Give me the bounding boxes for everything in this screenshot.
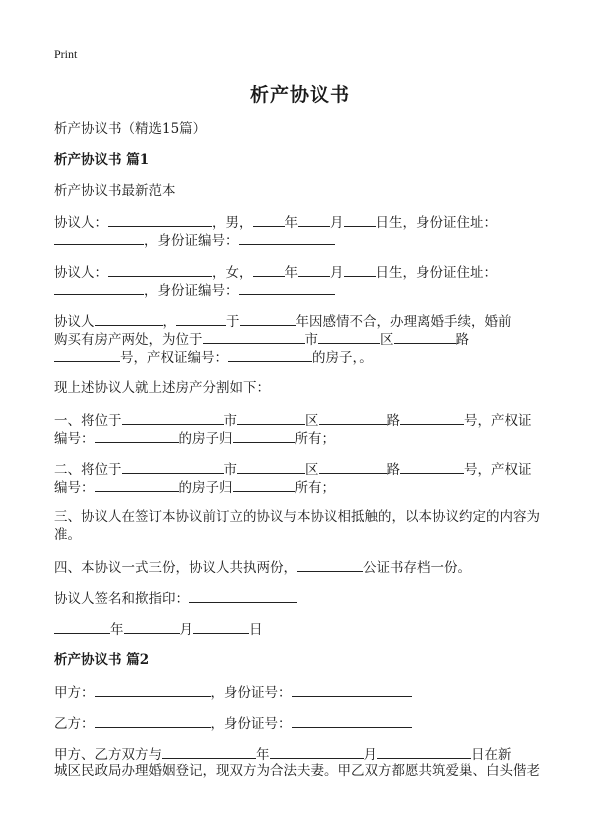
section-1-intro: 析产协议书最新范本 [54, 183, 176, 199]
blank-field [162, 744, 256, 759]
blank-field [297, 557, 363, 572]
print-label: Print [54, 47, 78, 61]
blank-field [394, 329, 456, 344]
party-b-line: 乙方： ，身份证号： [54, 713, 412, 733]
division-intro: 现上述协议人就上述房产分割如下： [54, 380, 270, 396]
blank-field [233, 477, 295, 492]
blank-field [122, 459, 224, 474]
party-2-line-2: ，身份证编号： [54, 280, 335, 300]
party-2-line-1: 协议人： ，女， 年 月 日生，身份证住址： [54, 262, 497, 282]
blank-field [176, 311, 226, 326]
signature-line: 协议人签名和揿指印： [54, 588, 297, 608]
blank-field [95, 428, 179, 443]
blank-field [319, 410, 387, 425]
party-a-line: 甲方： ，身份证号： [54, 682, 412, 702]
document-subtitle: 析产协议书（精选15篇） [54, 121, 207, 137]
blank-field [95, 713, 211, 728]
signature-blank [189, 588, 297, 603]
blank-field [54, 347, 120, 362]
blank-field [239, 280, 335, 295]
blank-field [292, 682, 412, 697]
blank-field [344, 212, 376, 227]
blank-field [228, 347, 312, 362]
blank-field [54, 280, 144, 295]
blank-field [377, 744, 471, 759]
blank-field [108, 212, 212, 227]
blank-field [193, 619, 249, 634]
date-line: 年 月 日 [54, 619, 263, 639]
clause-1-line-1: 一、将位于 市 区 路 号，产权证 [54, 410, 532, 430]
party-1-line-2: ，身份证编号： [54, 230, 335, 250]
blank-field [237, 459, 305, 474]
blank-field [240, 311, 296, 326]
blank-field [95, 682, 211, 697]
property-para-line-1: 协议人 ， 于 年因感情不合，办理离婚手续，婚前 [54, 311, 512, 331]
blank-field [318, 329, 380, 344]
blank-field [203, 329, 305, 344]
blank-field [270, 744, 364, 759]
blank-field [400, 459, 464, 474]
property-para-line-2: 购买有房产两处，为位于 市 区 路 [54, 329, 469, 349]
blank-field [95, 477, 179, 492]
section-1-heading: 析产协议书 篇1 [54, 152, 150, 168]
blank-field [400, 410, 464, 425]
blank-field [237, 410, 305, 425]
blank-field [239, 230, 335, 245]
clause-2-line-2: 编号： 的房子归 所有； [54, 477, 335, 497]
clause-1-line-2: 编号： 的房子归 所有； [54, 428, 335, 448]
blank-field [298, 262, 330, 277]
clause-3-line-1: 三、协议人在签订本协议前订立的协议与本协议相抵触的，以本协议约定的内容为 [54, 509, 540, 525]
marriage-para-line-1: 甲方、乙方双方与 年 月 日在新 [54, 744, 512, 764]
blank-field [298, 212, 330, 227]
clause-4: 四、本协议一式三份，协议人共执两份， 公证书存档一份。 [54, 557, 471, 577]
blank-field [54, 619, 110, 634]
property-para-line-3: 号，产权证编号： 的房子，。 [54, 347, 373, 367]
clause-2-line-1: 二、将位于 市 区 路 号，产权证 [54, 459, 532, 479]
blank-field [54, 230, 144, 245]
blank-field [95, 311, 163, 326]
blank-field [344, 262, 376, 277]
party-1-line-1: 协议人： ，男， 年 月 日生，身份证住址： [54, 212, 497, 232]
blank-field [292, 713, 412, 728]
blank-field [122, 410, 224, 425]
blank-field [124, 619, 180, 634]
section-2-heading: 析产协议书 篇2 [54, 652, 150, 668]
blank-field [319, 459, 387, 474]
blank-field [233, 428, 295, 443]
document-title: 析产协议书 [249, 84, 350, 106]
blank-field [253, 262, 285, 277]
blank-field [108, 262, 212, 277]
marriage-para-line-2: 城区民政局办理婚姻登记，现双方为合法夫妻。甲乙双方都愿共筑爱巢、白头偕老 [54, 763, 540, 779]
clause-3-line-2: 准。 [54, 527, 81, 543]
blank-field [253, 212, 285, 227]
